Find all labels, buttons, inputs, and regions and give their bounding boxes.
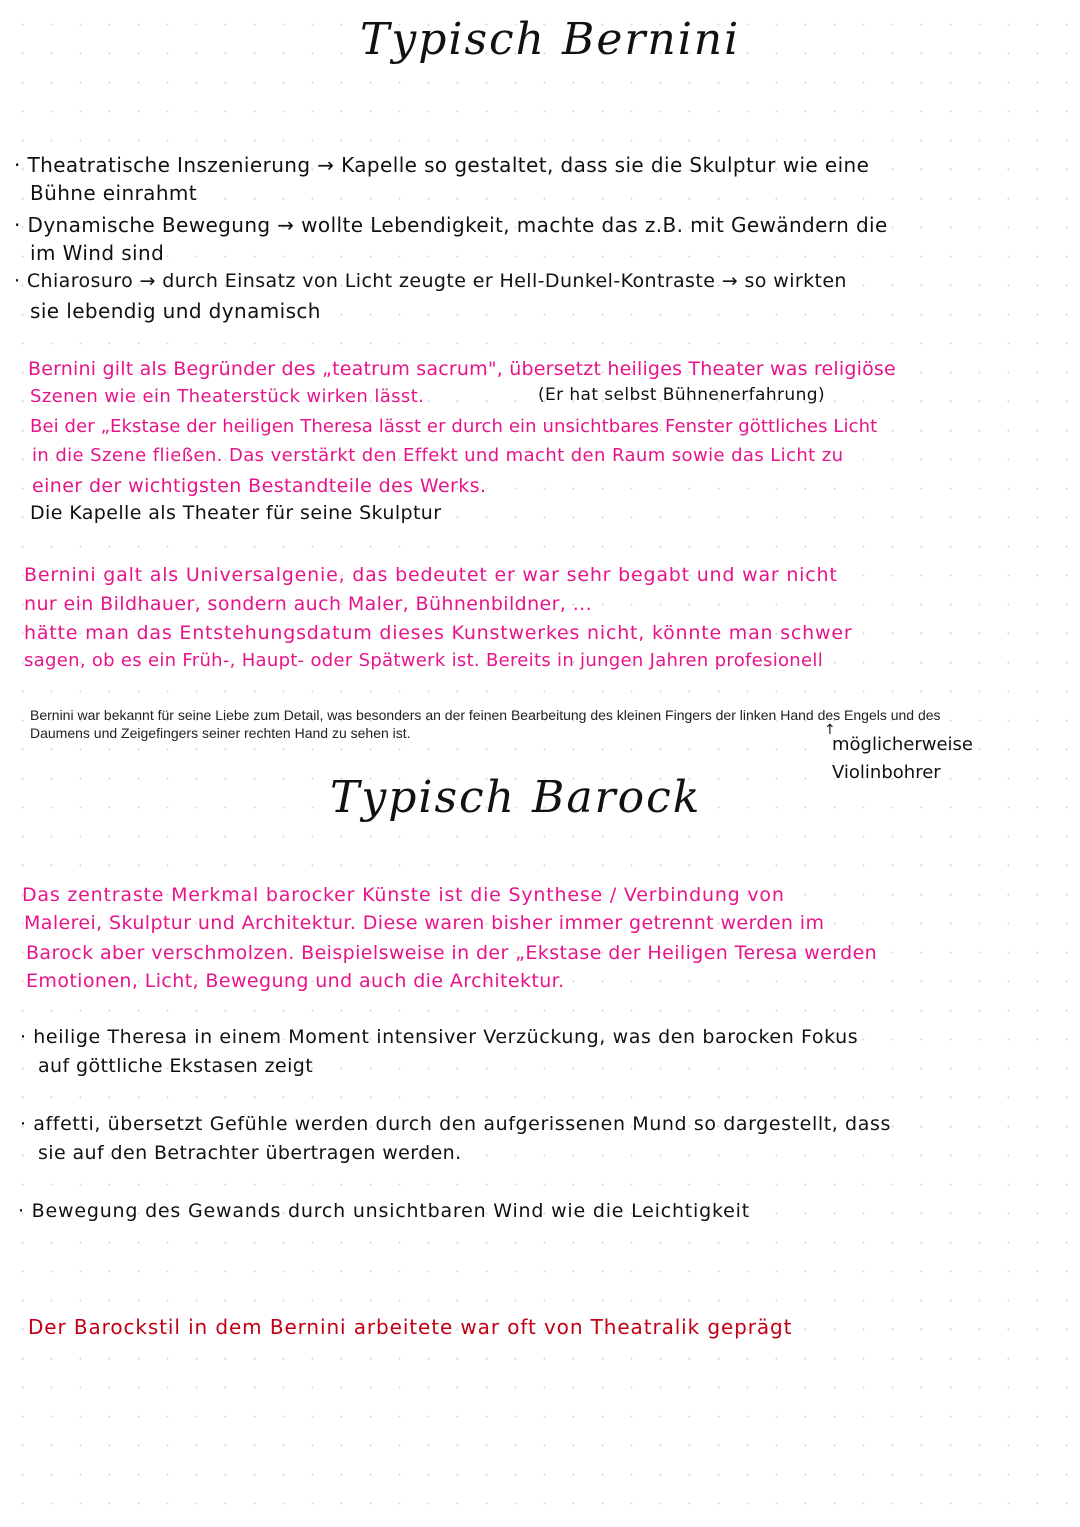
barock-line: Barock aber verschmolzen. Beispielsweise in der „Ekstase der Heiligen Teresa werden (26, 942, 878, 964)
bullet-line: · Chiarosuro → durch Einsatz von Licht zeugte er Hell-Dunkel-Kontraste → so wirkten (14, 270, 847, 292)
universal-line: Bernini galt als Universalgenie, das bedeutet er war sehr begabt und war nicht (24, 564, 838, 586)
bullet-line: · Dynamische Bewegung → wollte Lebendigkeit, machte das z.B. mit Gewändern die (14, 213, 888, 237)
bullet-line: Bühne einrahmt (30, 181, 198, 205)
bullet-line: sie lebendig und dynamisch (30, 299, 321, 323)
typed-note-line: Daumens und Zeigefingers seiner rechten Hand zu sehen ist. (30, 725, 411, 741)
teatrum-line: Die Kapelle als Theater für seine Skulptur (30, 502, 442, 524)
barock-bullet: · affetti, übersetzt Gefühle werden durch den aufgerissenen Mund so dargestellt, dass (20, 1113, 891, 1135)
barock-line: Emotionen, Licht, Bewegung und auch die Architektur. (26, 970, 565, 992)
barock-line: Das zentraste Merkmal barocker Künste ist die Synthese / Verbindung von (22, 884, 785, 906)
side-note-line: möglicherweise (832, 734, 974, 755)
bullet-line: im Wind sind (30, 241, 165, 265)
barock-bullet: · Bewegung des Gewands durch unsichtbaren Wind wie die Leichtigkeit (18, 1200, 750, 1222)
universal-line: hätte man das Entstehungsdatum dieses Kunstwerkes nicht, könnte man schwer (24, 622, 853, 644)
barock-bullet: auf göttliche Ekstasen zeigt (38, 1055, 314, 1077)
teatrum-line: Bernini gilt als Begründer des „teatrum sacrum", übersetzt heiliges Theater was religiöse (28, 358, 896, 380)
arrow-up-icon: ↑ (824, 722, 836, 738)
teatrum-line: in die Szene fließen. Das verstärkt den Effekt und macht den Raum sowie das Licht zu (32, 445, 844, 466)
teatrum-line: einer der wichtigsten Bestandteile des Werks. (32, 475, 487, 497)
title-typisch-bernini: Typisch Bernini (360, 14, 741, 65)
teatrum-aside: (Er hat selbst Bühnenerfahrung) (538, 385, 825, 405)
teatrum-line: Szenen wie ein Theaterstück wirken lässt. (30, 386, 425, 407)
title-typisch-barock: Typisch Barock (330, 772, 702, 823)
universal-line: nur ein Bildhauer, sondern auch Maler, Bühnenbildner, ... (24, 593, 593, 615)
barock-bullet: · heilige Theresa in einem Moment intensiver Verzückung, was den barocken Fokus (20, 1026, 859, 1048)
conclusion: Der Barockstil in dem Bernini arbeitete war oft von Theatralik geprägt (28, 1315, 793, 1339)
side-note-line: Violinbohrer (832, 762, 941, 783)
universal-line: sagen, ob es ein Früh-, Haupt- oder Spätwerk ist. Bereits in jungen Jahren profesionell (24, 650, 823, 671)
barock-bullet: sie auf den Betrachter übertragen werden. (38, 1142, 462, 1164)
bullet-line: · Theatratische Inszenierung → Kapelle so gestaltet, dass sie die Skulptur wie eine (14, 153, 870, 177)
barock-line: Malerei, Skulptur und Architektur. Diese waren bisher immer getrennt werden im (24, 912, 825, 934)
teatrum-line: Bei der „Ekstase der heiligen Theresa lässt er durch ein unsichtbares Fenster göttliches Licht (30, 416, 878, 437)
typed-note-line: Bernini war bekannt für seine Liebe zum Detail, was besonders an der feinen Bearbeitung des kleinen Fingers der linken Hand des Engels und des (30, 707, 941, 723)
